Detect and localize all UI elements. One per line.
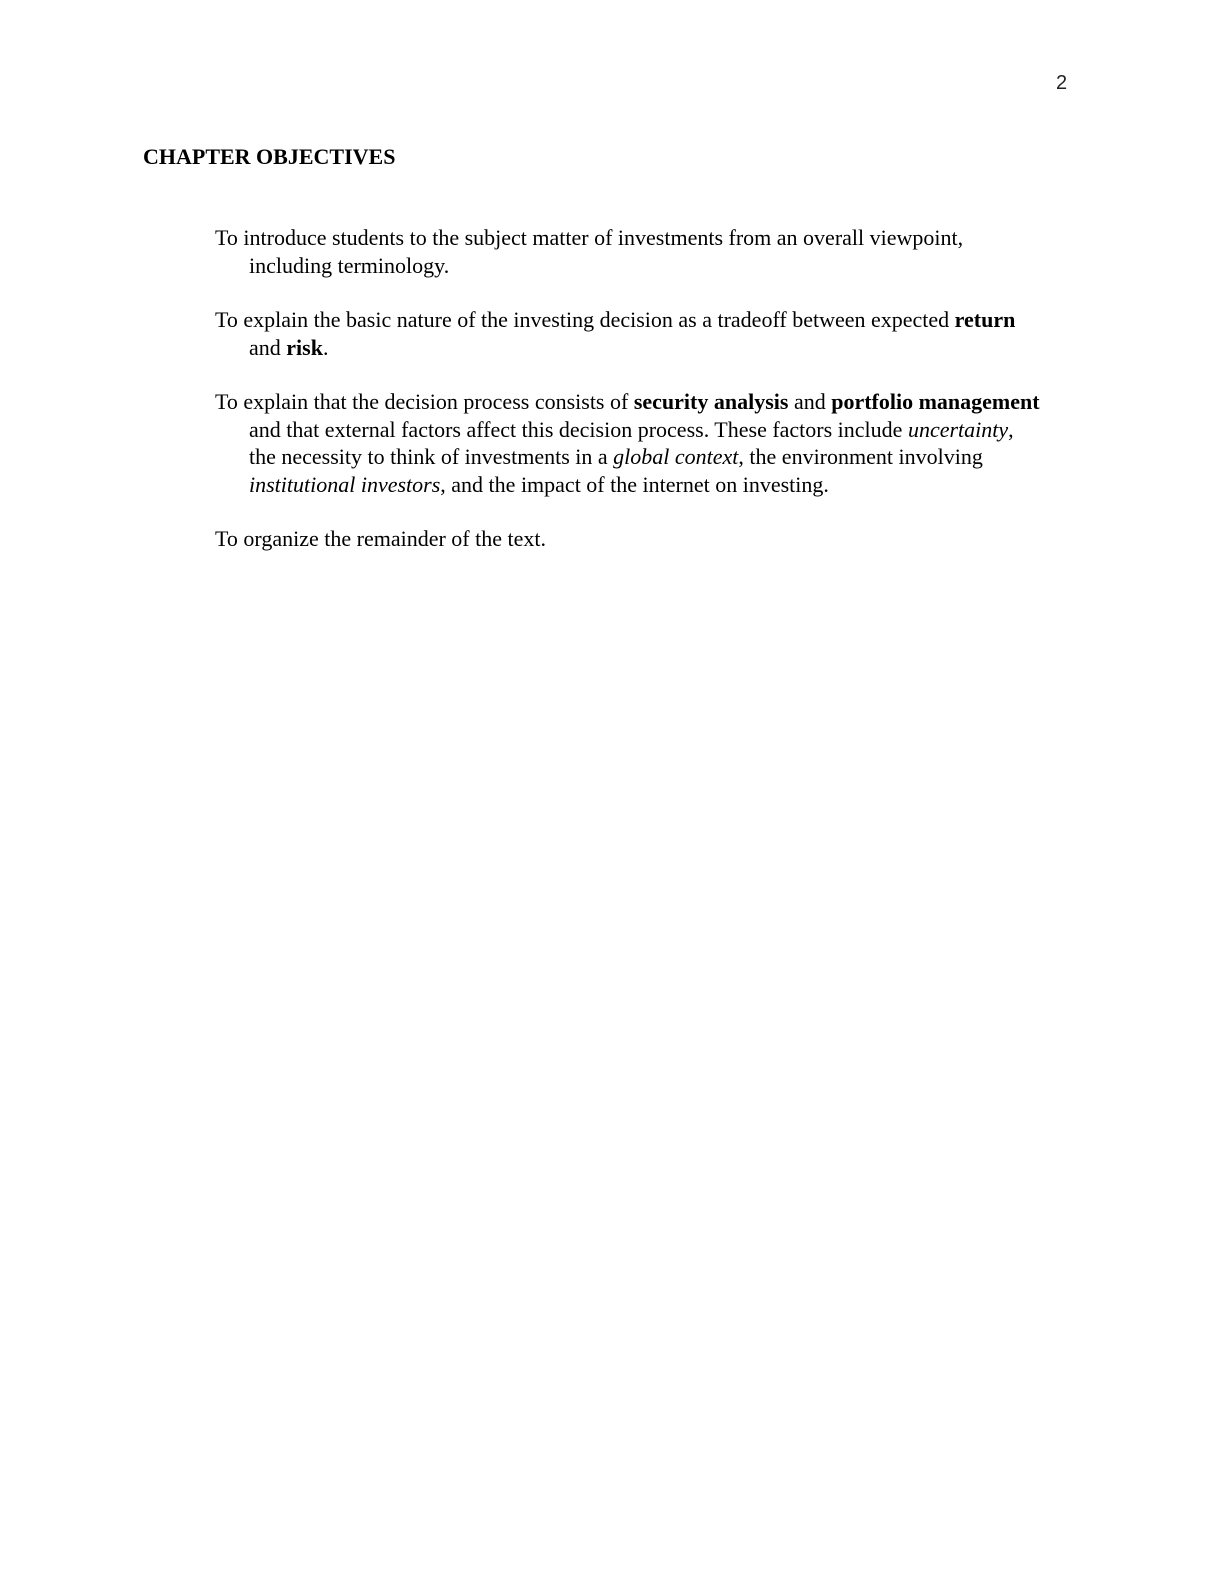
objective-text: and — [249, 334, 287, 360]
objective-text: To introduce students to the subject matter of investments from an overall viewpoint, including terminology. — [215, 225, 964, 278]
objectives-list — [215, 224, 1045, 580]
emphasis-italic: global context — [613, 444, 739, 469]
emphasis-italic: uncertainty — [907, 416, 1009, 442]
emphasis-bold: security analysis — [633, 389, 789, 414]
objective-text: To explain the basic nature of the investing decision as a tradeoff between expected — [215, 307, 955, 332]
objective-item — [215, 224, 1045, 279]
objective-text: , the necessity to think of investments in a — [249, 416, 1014, 469]
objective-text: and that external factors affect this decision process. These factors include — [249, 416, 908, 442]
objective-text: . — [322, 334, 329, 360]
objective-text: To organize the remainder of the text. — [215, 526, 546, 551]
objective-item — [215, 306, 1045, 361]
objective-text: To explain that the decision process consists of — [215, 389, 634, 414]
objective-text: , the environment involving — [738, 444, 983, 469]
objective-text: , and the impact of the internet on investing. — [440, 471, 829, 497]
chapter-objectives-heading: CHAPTER OBJECTIVES — [143, 144, 396, 169]
objective-item — [215, 525, 1045, 553]
emphasis-bold: portfolio management — [831, 389, 1040, 414]
objective-item — [215, 388, 1045, 498]
page-number: 2 — [1056, 72, 1068, 94]
emphasis-italic: institutional investors — [249, 471, 441, 497]
emphasis-bold: return — [954, 307, 1016, 332]
emphasis-bold: risk — [286, 334, 323, 360]
objective-text: and — [788, 389, 832, 414]
